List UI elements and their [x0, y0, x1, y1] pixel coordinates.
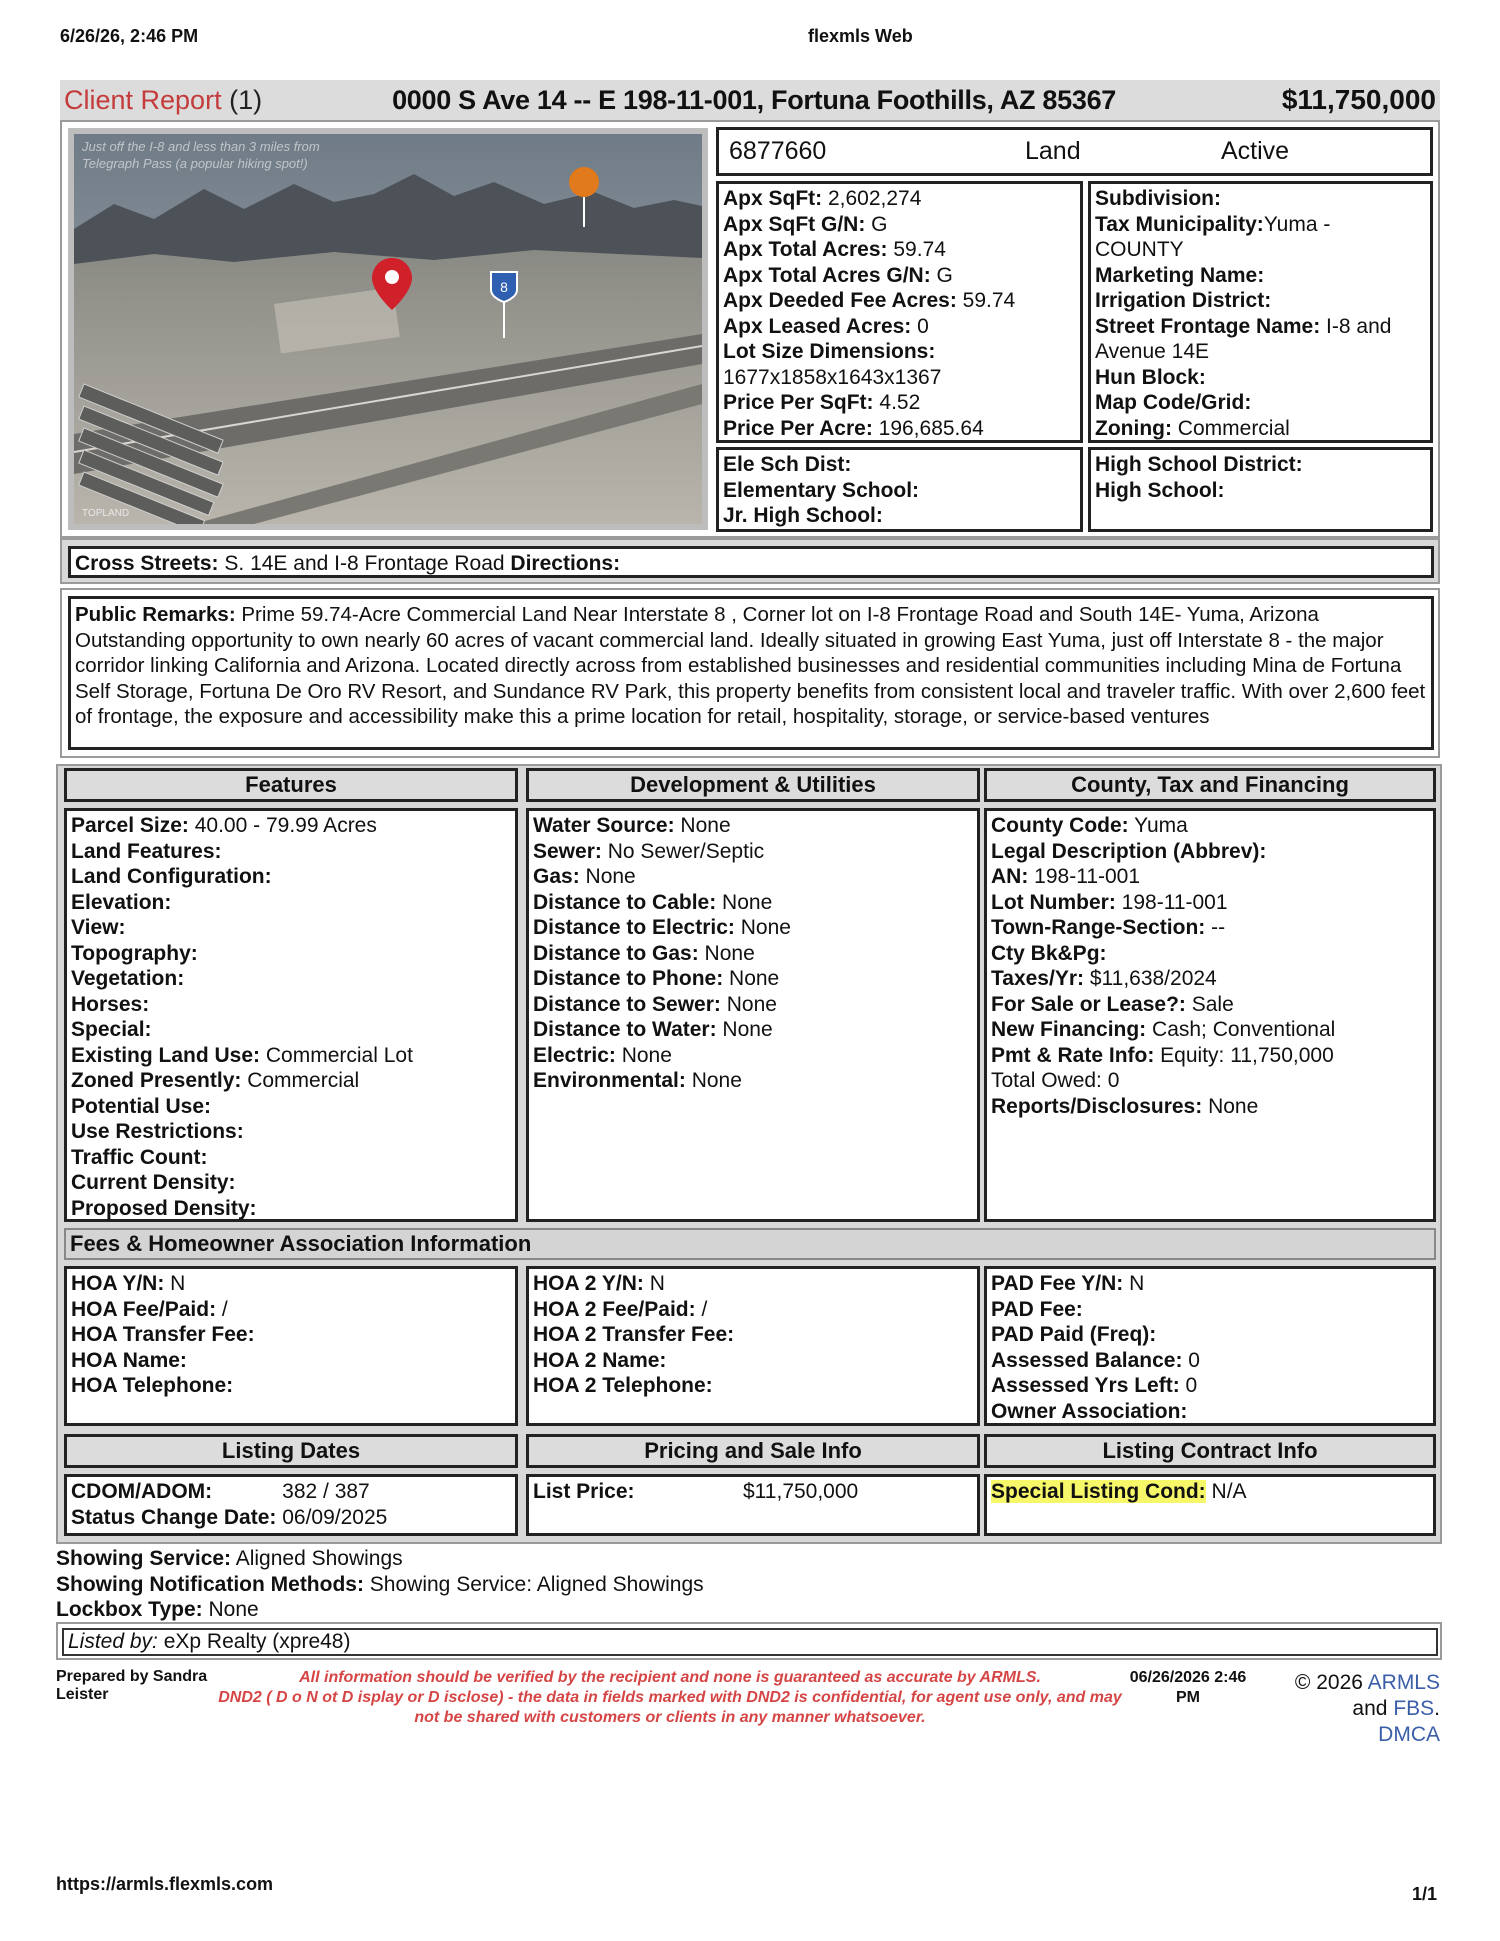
pad-field-label: Assessed Balance: [991, 1348, 1183, 1372]
hoa2-field-label: HOA 2 Y/N: [533, 1272, 644, 1295]
showing-field-value: Aligned Showings [231, 1547, 403, 1570]
showing-field-value: None [202, 1598, 259, 1621]
property-address: 0000 S Ave 14 -- E 198-11-001, Fortuna Foothills, AZ 85367 [392, 84, 1116, 115]
feature-field-value: Commercial [241, 1069, 360, 1092]
pad-field-row [991, 1271, 1429, 1297]
county-field-value: Cash; Conventional [1146, 1018, 1336, 1041]
utility-field-row [533, 1068, 973, 1094]
summary-field-value: COUNTY [1095, 238, 1184, 261]
feature-field-value: Commercial Lot [260, 1043, 413, 1067]
summary-field-row [1095, 212, 1426, 238]
feature-field-label: Use Restrictions: [71, 1120, 244, 1143]
feature-field-label: Special: [71, 1018, 152, 1041]
features-header: Features [64, 768, 518, 802]
hoa2-field-row [533, 1322, 973, 1348]
hoa2-field-row [533, 1297, 973, 1323]
hoa2-field-row [533, 1348, 973, 1374]
summary-field-value: Avenue 14E [1095, 340, 1210, 363]
summary-field-label: Price Per SqFt: [723, 391, 874, 414]
school-field-row [723, 503, 1076, 529]
utility-field-value: None [716, 890, 773, 914]
utility-field-row [533, 1017, 973, 1043]
county-field-label: Legal Description (Abbrev): [991, 839, 1267, 863]
utility-field-label: Distance to Cable: [533, 890, 717, 914]
hoa1-panel [64, 1266, 518, 1426]
school-field-label: High School District: [1095, 453, 1303, 476]
summary-field-value: 1677x1858x1643x1367 [723, 365, 942, 389]
pad-field-value: 0 [1179, 1374, 1198, 1397]
county-field-value: None [1202, 1094, 1259, 1118]
features-panel [64, 808, 518, 1222]
hoa-field-value: N [164, 1272, 186, 1295]
feature-field-row [71, 992, 511, 1018]
county-field-label: For Sale or Lease?: [991, 992, 1186, 1016]
showing-field-label: Showing Notification Methods: [56, 1572, 364, 1596]
summary-field-label: Map Code/Grid: [1095, 391, 1252, 414]
feature-field-row [71, 1094, 511, 1120]
county-field-label: Town-Range-Section: [991, 916, 1206, 939]
pricing-header: Pricing and Sale Info [526, 1434, 980, 1468]
county-field-value: Total Owed: 0 [991, 1069, 1120, 1092]
county-field-value: 198-11-001 [1028, 865, 1141, 888]
listed-by: Listed by: eXp Realty (xpre48) [62, 1628, 1438, 1656]
property-photo [68, 128, 708, 530]
feature-field-label: View: [71, 916, 126, 939]
hoa-field-label: HOA Fee/Paid: [71, 1297, 217, 1321]
utility-field-row [533, 813, 973, 839]
hoa2-field-label: HOA 2 Name: [533, 1348, 667, 1372]
summary-field-row [723, 390, 1076, 416]
feature-field-row [71, 1043, 511, 1069]
feature-field-value: 40.00 - 79.99 Acres [188, 814, 377, 837]
summary-field-label: Subdivision: [1095, 187, 1221, 210]
summary-field-row [723, 416, 1076, 442]
county-field-label: Cty Bk&Pg: [991, 941, 1107, 965]
summary-field-row [1095, 263, 1426, 289]
feature-field-label: Proposed Density: [71, 1196, 257, 1220]
county-field-row [991, 864, 1429, 890]
summary-field-label: Apx SqFt G/N: [723, 212, 866, 236]
utility-field-row [533, 966, 973, 992]
summary-field-label: Apx Leased Acres: [723, 314, 912, 338]
feature-field-row [71, 1145, 511, 1171]
pad-field-label: Owner Association: [991, 1399, 1188, 1423]
summary-field-row [1095, 339, 1426, 365]
county-field-value: $11,638/2024 [1084, 967, 1217, 990]
feature-field-row [71, 890, 511, 916]
feature-field-label: Land Configuration: [71, 865, 272, 888]
summary-field-row [1095, 237, 1426, 263]
print-datetime: 6/26/26, 2:46 PM [60, 26, 199, 46]
summary-field-row [723, 186, 1076, 212]
pad-field-label: PAD Paid (Freq): [991, 1323, 1157, 1346]
summary-field-label: Lot Size Dimensions: [723, 340, 936, 363]
feature-field-label: Horses: [71, 992, 150, 1016]
school-field-row [723, 478, 1076, 504]
feature-field-row [71, 1170, 511, 1196]
county-field-row [991, 915, 1429, 941]
county-field-value: Equity: 11,750,000 [1154, 1043, 1334, 1067]
summary-field-label: Apx Total Acres: [723, 238, 888, 261]
utility-field-label: Sewer: [533, 839, 602, 863]
hoa-field-row [71, 1348, 511, 1374]
pad-field-row [991, 1373, 1429, 1399]
showing-field-row [56, 1546, 704, 1572]
prepared-by: Prepared by Sandra Leister [56, 1668, 208, 1703]
county-field-row [991, 992, 1429, 1018]
print-stamp: 06/26/2026 2:46 PM [1129, 1669, 1247, 1706]
report-title-bar [60, 80, 1440, 120]
feature-field-label: Elevation: [71, 890, 172, 914]
showing-info [52, 1544, 708, 1625]
pad-field-row [991, 1322, 1429, 1348]
feature-field-label: Land Features: [71, 839, 222, 863]
pad-field-value: N [1123, 1272, 1145, 1295]
summary-field-value: G [930, 263, 953, 287]
feature-field-label: Zoned Presently: [71, 1069, 242, 1092]
utility-field-label: Distance to Electric: [533, 916, 735, 939]
photo-caption: Just off the I-8 and less than 3 miles from Telegraph Pass (a popular hiking spot!) [82, 139, 320, 171]
pricing-panel: List Price: $11,750,000 [526, 1474, 980, 1536]
county-header: County, Tax and Financing [984, 768, 1436, 802]
showing-field-row [56, 1572, 704, 1598]
feature-field-row [71, 1196, 511, 1222]
pad-field-value: 0 [1182, 1348, 1200, 1372]
summary-field-value: 59.74 [887, 238, 946, 261]
county-field-label: County Code: [991, 814, 1129, 837]
school-field-label: Jr. High School: [723, 504, 883, 527]
pad-field-label: PAD Fee: [991, 1297, 1083, 1321]
summary-field-value: I-8 and [1320, 314, 1392, 338]
utility-field-row [533, 864, 973, 890]
page-url: https://armls.flexmls.com [56, 1874, 274, 1894]
showing-field-label: Showing Service: [56, 1547, 232, 1570]
copyright: © 2026 ARMLS and FBS. DMCA [1280, 1670, 1440, 1748]
hoa-field-row [71, 1297, 511, 1323]
utility-field-value: None [615, 1043, 672, 1067]
utility-field-row [533, 992, 973, 1018]
county-field-value: Yuma [1128, 814, 1188, 837]
summary-field-row [1095, 390, 1426, 416]
summary-field-label: Price Per Acre: [723, 416, 873, 440]
county-field-label: Reports/Disclosures: [991, 1094, 1203, 1118]
feature-field-label: Parcel Size: [71, 814, 189, 837]
hoa2-field-label: HOA 2 Fee/Paid: [533, 1297, 696, 1321]
county-field-row [991, 890, 1429, 916]
feature-field-row [71, 941, 511, 967]
county-panel [984, 808, 1436, 1222]
listed-by-frame [56, 1622, 1442, 1660]
summary-field-row [723, 263, 1076, 289]
utility-field-value: None [674, 814, 731, 837]
summary-field-value: 0 [911, 314, 929, 338]
schools-right [1088, 447, 1433, 532]
summary-field-label: Tax Municipality: [1095, 212, 1264, 236]
listing-dates-panel: CDOM/ADOM: 382 / 387 Status Change Date: 06/09/2025 [64, 1474, 518, 1536]
utility-field-row [533, 1043, 973, 1069]
utility-field-row [533, 890, 973, 916]
school-field-row [723, 452, 1076, 478]
remarks-frame [60, 588, 1440, 758]
contract-header: Listing Contract Info [984, 1434, 1436, 1468]
summary-field-row [1095, 365, 1426, 391]
utility-field-value: None [723, 967, 780, 990]
listing-dates-header: Listing Dates [64, 1434, 518, 1468]
utility-field-label: Distance to Gas: [533, 941, 699, 965]
feature-field-label: Existing Land Use: [71, 1043, 261, 1067]
listing-id-bar [716, 127, 1433, 176]
county-field-row [991, 813, 1429, 839]
summary-field-row [723, 237, 1076, 263]
summary-field-value: Commercial [1171, 416, 1290, 440]
utility-field-row [533, 839, 973, 865]
summary-field-value: 2,602,274 [822, 187, 922, 210]
public-remarks: Public Remarks: Prime 59.74-Acre Commercial Land Near Interstate 8 , Corner lot on I-8 Frontage Road and South 14E- Yuma, Arizona Outstanding opportunity to own nearly 60 acres of vacant commercial land. Ideally situated in growing East Yuma, just off Interstate 8 - the major corridor linking California and Arizona. Located directly across from established businesses and residential communities including Mina de Fortuna Self Storage, Fortuna De Oro RV Resort, and Sundance RV Park, this property benefits from consistent local and traveler traffic. With over 2,600 feet of frontage, the exposure and accessibility make this a prime location for retail, hospitality, storage, or service-based ventures [68, 596, 1434, 750]
county-field-label: AN: [991, 865, 1029, 888]
county-field-row [991, 1068, 1429, 1094]
hoa-field-label: HOA Name: [71, 1348, 187, 1372]
utility-field-label: Electric: [533, 1043, 616, 1067]
summary-field-label: Apx SqFt: [723, 187, 823, 210]
summary-field-value: Yuma - [1263, 212, 1331, 236]
listing-number: 6877660 [729, 137, 827, 165]
hoa-field-row [71, 1373, 511, 1399]
summary-field-value: 59.74 [956, 289, 1016, 312]
hoa-field-value: / [216, 1297, 228, 1321]
utility-field-value: None [716, 1018, 773, 1041]
cross-streets-frame [60, 538, 1440, 584]
summary-field-label: Apx Total Acres G/N: [723, 263, 931, 287]
utility-field-value: None [579, 865, 636, 888]
feature-field-row [71, 864, 511, 890]
listing-status: Active [1221, 137, 1290, 165]
pad-panel [984, 1266, 1436, 1426]
property-type: Land [1025, 137, 1081, 165]
summary-field-value: 4.52 [873, 391, 921, 414]
interstate-shield-number: 8 [500, 279, 508, 295]
summary-right [1088, 181, 1433, 443]
showing-field-value: Showing Service: Aligned Showings [363, 1572, 704, 1596]
development-header: Development & Utilities [526, 768, 980, 802]
feature-field-label: Current Density: [71, 1171, 236, 1194]
school-field-row [1095, 478, 1426, 504]
summary-left [716, 181, 1083, 443]
school-field-label: Ele Sch Dist: [723, 453, 852, 476]
utility-field-value: None [720, 992, 777, 1016]
summary-field-row [1095, 416, 1426, 442]
utility-field-value: None [685, 1069, 742, 1092]
county-field-label: New Financing: [991, 1018, 1147, 1041]
summary-field-label: Irrigation District: [1095, 289, 1272, 312]
utility-field-label: Distance to Water: [533, 1018, 717, 1041]
summary-field-row [723, 212, 1076, 238]
development-panel [526, 808, 980, 1222]
feature-field-row [71, 839, 511, 865]
hoa-field-label: HOA Y/N: [71, 1272, 165, 1295]
county-field-label: Pmt & Rate Info: [991, 1043, 1155, 1067]
hoa-field-row [71, 1322, 511, 1348]
utility-field-label: Environmental: [533, 1069, 686, 1092]
utility-field-label: Water Source: [533, 814, 675, 837]
county-field-row [991, 1017, 1429, 1043]
disclaimer: All information should be verified by the recipient and none is guaranteed as accurate by ARMLS. DND2 ( D o N ot D isplay or D isclose) - the data in fields marked with DND2 is confidential, for agent use only, and may not be shared with customers or clients in any manner whatsoever. [218, 1669, 1122, 1726]
hoa-field-label: HOA Telephone: [71, 1374, 234, 1397]
summary-field-label: Zoning: [1095, 416, 1172, 440]
armls-link[interactable]: ARMLS [1367, 1671, 1440, 1694]
feature-field-label: Topography: [71, 941, 198, 965]
county-field-row [991, 1094, 1429, 1120]
dmca-link[interactable]: DMCA [1378, 1723, 1440, 1746]
cross-streets: Cross Streets: S. 14E and I-8 Frontage Road Directions: [68, 546, 1434, 578]
utility-field-label: Gas: [533, 865, 580, 888]
summary-field-row [723, 339, 1076, 365]
school-field-label: High School: [1095, 478, 1225, 502]
county-field-row [991, 1043, 1429, 1069]
summary-field-label: Apx Deeded Fee Acres: [723, 289, 957, 312]
site-name: flexmls Web [808, 26, 913, 46]
county-field-value: Sale [1185, 992, 1234, 1016]
feature-field-row [71, 813, 511, 839]
summary-field-label: Marketing Name: [1095, 263, 1265, 287]
list-price-header: $11,750,000 [1281, 84, 1436, 115]
summary-field-row [1095, 314, 1426, 340]
page-number: 1/1 [1412, 1884, 1438, 1904]
feature-field-row [71, 915, 511, 941]
feature-field-row [71, 966, 511, 992]
contract-panel: Special Listing Cond: N/A [984, 1474, 1436, 1536]
schools-left [716, 447, 1083, 532]
pad-field-label: PAD Fee Y/N: [991, 1272, 1124, 1295]
hoa2-field-value: / [695, 1297, 708, 1321]
utility-field-value: No Sewer/Septic [601, 839, 765, 863]
summary-field-row [1095, 186, 1426, 212]
hoa-field-label: HOA Transfer Fee: [71, 1323, 255, 1346]
pad-field-row [991, 1348, 1429, 1374]
county-field-label: Lot Number: [991, 890, 1116, 914]
school-field-row [1095, 452, 1426, 478]
utility-field-label: Distance to Sewer: [533, 992, 721, 1016]
county-field-row [991, 941, 1429, 967]
county-field-value: 198-11-001 [1115, 890, 1228, 914]
feature-field-label: Vegetation: [71, 967, 185, 990]
feature-field-row [71, 1068, 511, 1094]
feature-field-label: Traffic Count: [71, 1145, 208, 1169]
summary-field-row [723, 288, 1076, 314]
summary-field-value: 196,685.64 [872, 416, 984, 440]
hoa2-field-row [533, 1373, 973, 1399]
hoa2-field-row [533, 1271, 973, 1297]
hoa2-field-label: HOA 2 Transfer Fee: [533, 1323, 735, 1346]
photo-credit: TOPLAND [82, 508, 130, 519]
summary-field-row [723, 365, 1076, 391]
utility-field-row [533, 941, 973, 967]
county-field-value: -- [1205, 916, 1226, 939]
county-field-row [991, 839, 1429, 865]
showing-field-row [56, 1597, 704, 1623]
county-field-label: Taxes/Yr: [991, 967, 1084, 990]
summary-field-row [1095, 288, 1426, 314]
utility-field-label: Distance to Phone: [533, 967, 724, 990]
summary-field-label: Hun Block: [1095, 365, 1206, 389]
showing-field-label: Lockbox Type: [56, 1598, 203, 1621]
hoa2-field-label: HOA 2 Telephone: [533, 1374, 713, 1397]
pad-field-row [991, 1399, 1429, 1425]
feature-field-row [71, 1119, 511, 1145]
county-field-row [991, 966, 1429, 992]
summary-field-row [723, 314, 1076, 340]
school-field-label: Elementary School: [723, 478, 920, 502]
hoa2-panel [526, 1266, 980, 1426]
hoa-field-row [71, 1271, 511, 1297]
pad-field-row [991, 1297, 1429, 1323]
summary-field-value: G [865, 212, 888, 236]
utility-field-value: None [734, 916, 791, 939]
hoa2-field-value: N [643, 1272, 665, 1295]
utility-field-value: None [698, 941, 755, 965]
feature-field-label: Potential Use: [71, 1094, 212, 1118]
report-label[interactable]: Client Report (1) [64, 84, 263, 115]
fees-header: Fees & Homeowner Association Information [64, 1228, 1436, 1260]
feature-field-row [71, 1017, 511, 1043]
summary-field-label: Street Frontage Name: [1095, 314, 1321, 338]
pad-field-label: Assessed Yrs Left: [991, 1374, 1180, 1397]
fbs-link[interactable]: FBS [1393, 1697, 1435, 1720]
utility-field-row [533, 915, 973, 941]
